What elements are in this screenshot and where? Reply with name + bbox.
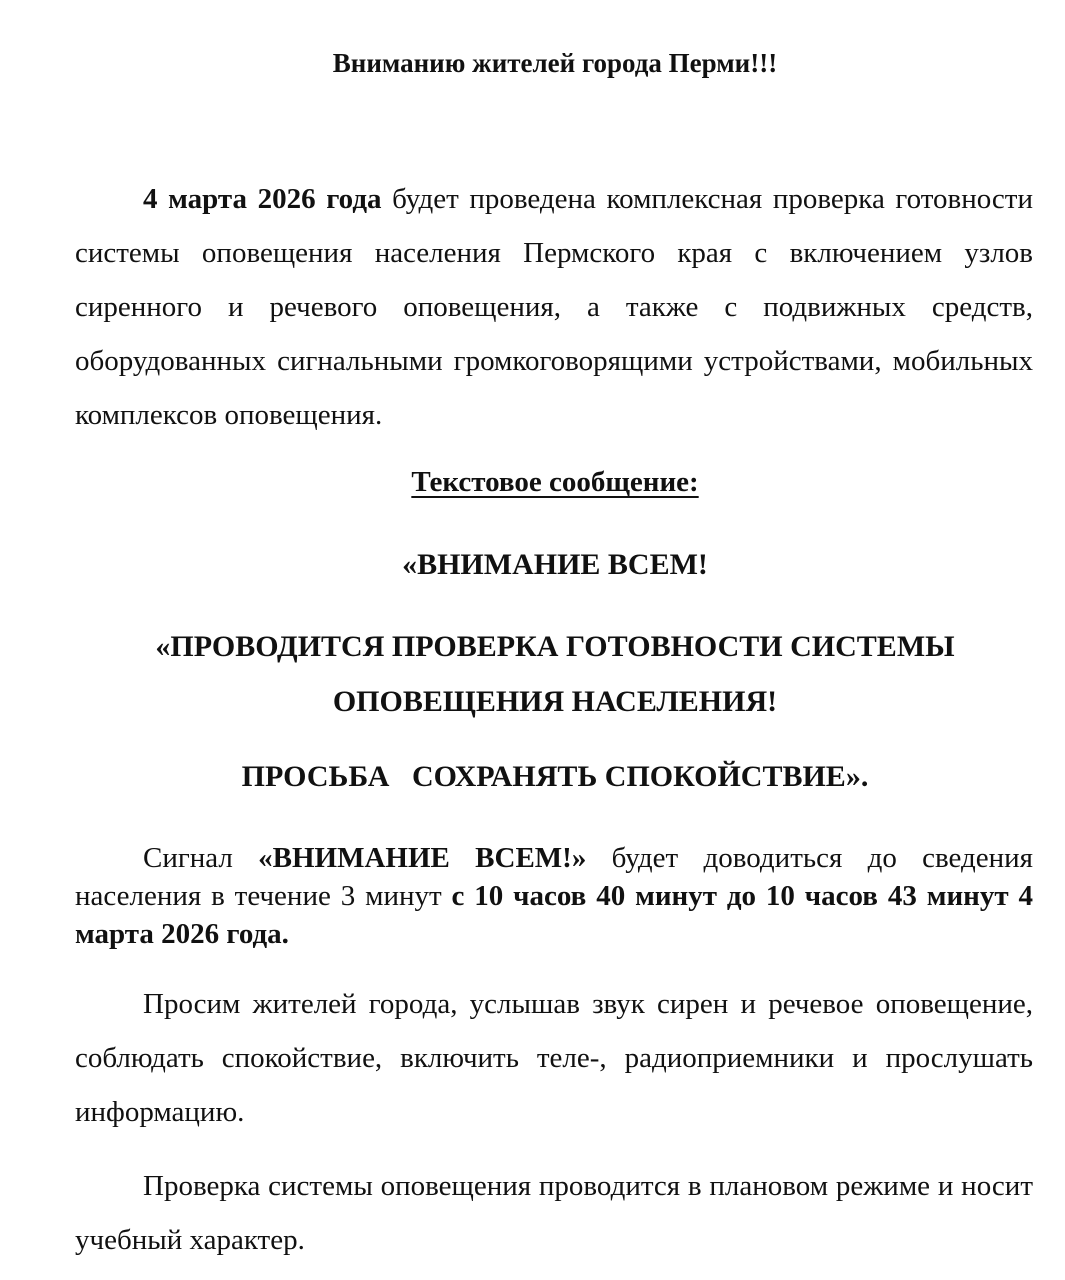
signal-name: «ВНИМАНИЕ ВСЕМ!» [258,842,587,874]
text-message-heading: Текстовое сообщение: [411,466,699,498]
message-line-1: «ВНИМАНИЕ ВСЕМ! [402,548,708,581]
signal-time: с 10 часов 40 минут до 10 часов 43 минут 4 марта 2026 года. [75,880,1033,950]
message-line-4: ПРОСЬБА СОХРАНЯТЬ СПОКОЙСТВИЕ». [241,760,869,793]
signal-text-2: будет доводиться до сведения населения в течение 3 минут [75,842,1033,912]
paragraph-announcement [75,172,1033,442]
instructions-text: Просим жителей города, услышав звук сирен и речевое оповещение, соблюдать спокойствие, включить теле-, радиоприемники и прослушать информацию. [75,988,1033,1128]
announcement-text: будет проведена комплексная проверка готовности системы оповещения населения Пермского края с включением узлов сиренного и речевого оповещения, а также с подвижных средств, оборудованных сигнальными громкоговорящими устройствами, мобильных комплексов оповещения. [75,183,1033,431]
document-title: Вниманию жителей города Перми!!! [332,48,778,78]
message-line-2: «ПРОВОДИТСЯ ПРОВЕРКА ГОТОВНОСТИ СИСТЕМЫ [155,630,955,663]
paragraph-note [75,1159,1033,1267]
paragraph-signal [75,839,1033,953]
signal-text-1: Сигнал [143,842,259,874]
announcement-date: 4 марта 2026 года [143,183,382,215]
message-line-3: ОПОВЕЩЕНИЯ НАСЕЛЕНИЯ! [332,685,778,718]
paragraph-instructions [75,977,1033,1139]
note-text: Проверка системы оповещения проводится в плановом режиме и носит учебный характер. [75,1170,1033,1256]
